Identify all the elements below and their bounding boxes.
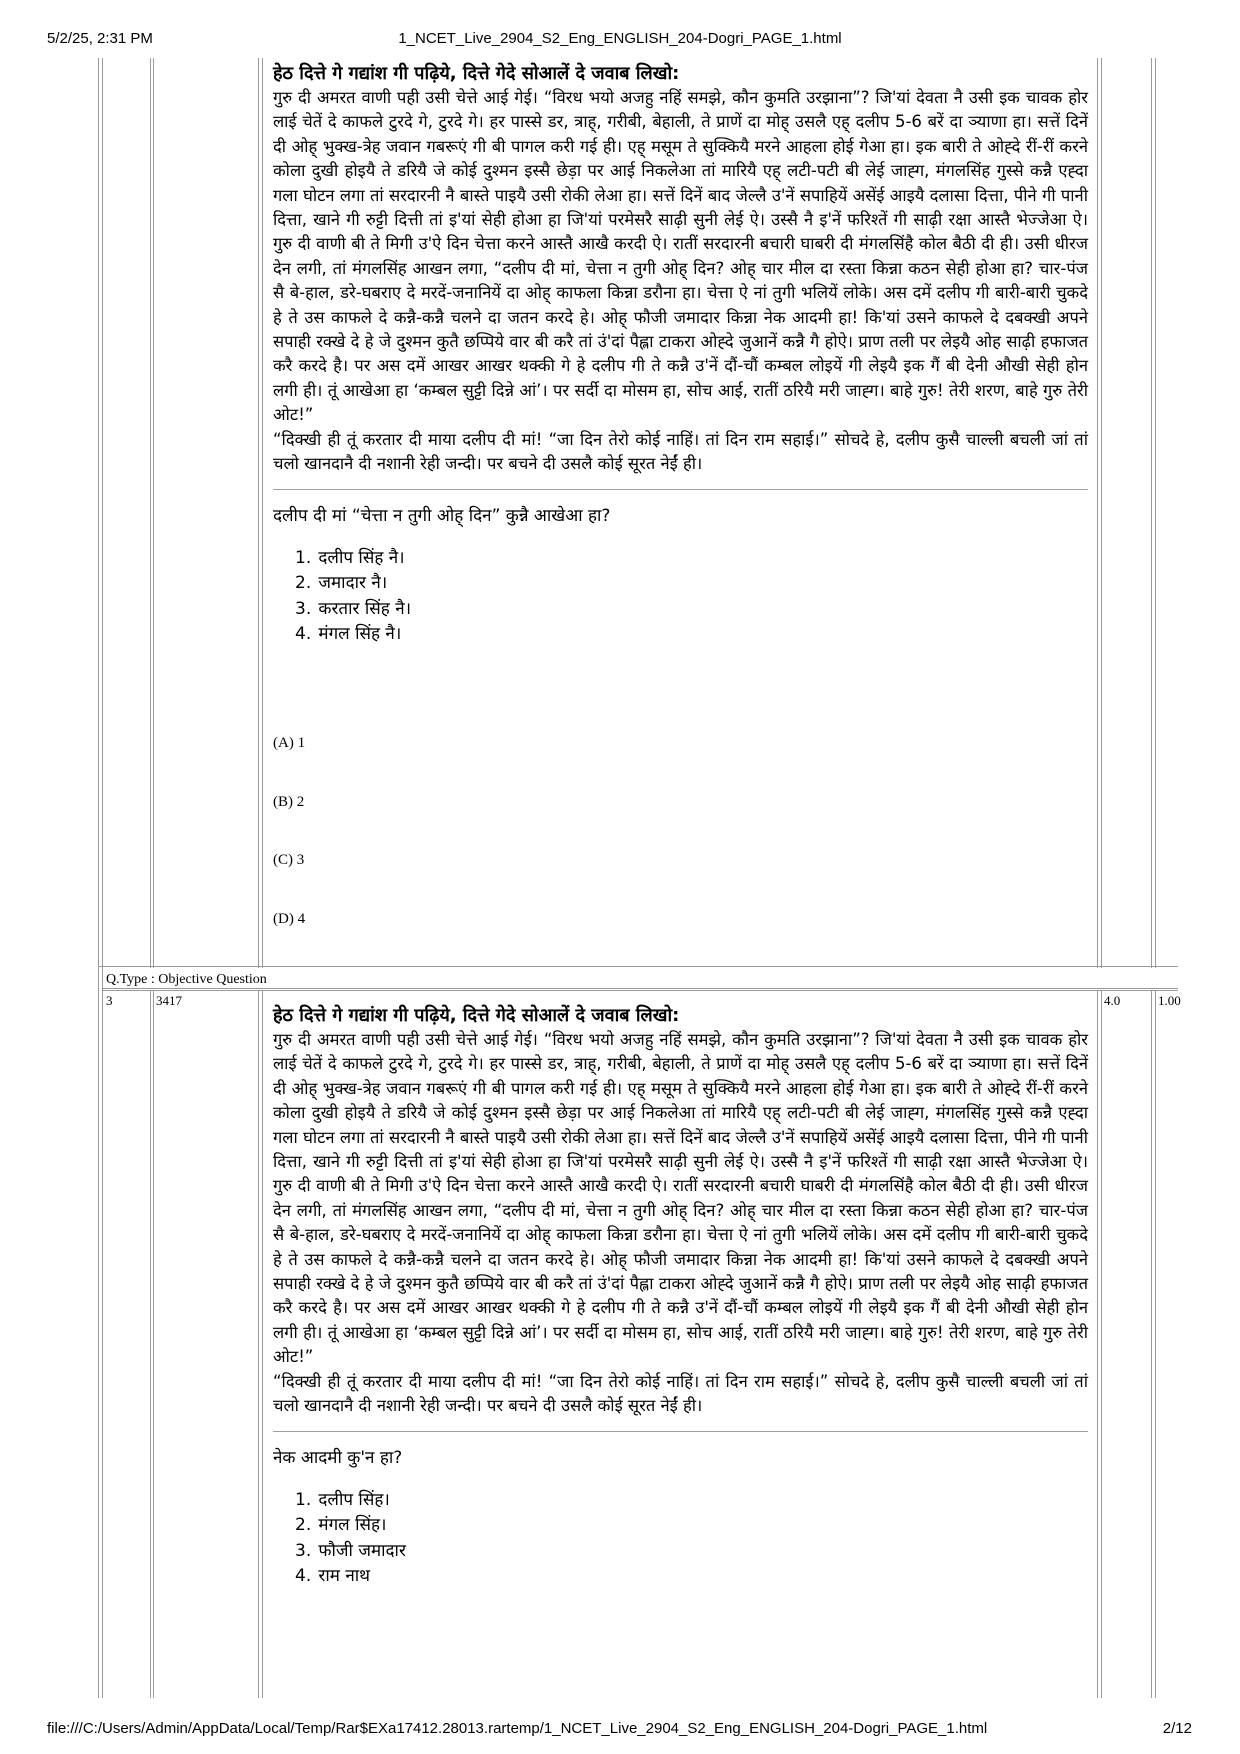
question-block-top: [273, 62, 1088, 648]
option-item: 2. जमादार नै।: [295, 573, 388, 593]
marks: 4.0: [1104, 993, 1121, 1008]
qtype-row-border: [102, 988, 1178, 989]
col-divider-neg-inner: [1155, 58, 1156, 968]
passage-text: [273, 1028, 1088, 1419]
option-item: 2. मंगल सिंह।: [295, 1515, 387, 1535]
answer-choice-b[interactable]: (B) 2: [273, 794, 305, 810]
col-divider-qid-inner: [153, 58, 154, 968]
option-item: 1. दलीप सिंह नै।: [295, 547, 405, 568]
answer-choice-c[interactable]: (C) 3: [273, 852, 305, 868]
question-id: 3417: [156, 993, 182, 1008]
question-type-label: Q.Type : Objective Question: [106, 972, 267, 987]
table-border-left-inner: [102, 58, 103, 1698]
passage-paragraph: “दिक्खी ही तूं करतार दी माया दलीप दी मां! “जा दिन तेरो कोई नाहिं। तां दिन राम सहाई।” सोचदे हे, दलीप कुसै चाल्ली बचली जां तां चलो खानदानै दी नशानी रेही जन्दी। पर बचने दी उसलै कोई सूरत नेईं ही।: [273, 1371, 1088, 1416]
divider: [273, 1431, 1088, 1432]
col-divider-marks-2: [1097, 990, 1098, 1698]
question-block-bottom: [273, 1004, 1088, 1590]
option-item: 4. मंगल सिंह नै।: [295, 624, 402, 644]
col-divider-neg-2: [1151, 990, 1152, 1698]
passage-instruction: हेठ दित्ते गे गद्यांश गी पढ़िये, दित्ते गेदे सोआलें दे जवाब लिखो:: [273, 1005, 680, 1026]
col-divider-neg: [1151, 58, 1152, 968]
col-divider-qid-2: [150, 990, 151, 1698]
option-list: [273, 1488, 1088, 1590]
option-item: 1. दलीप सिंह।: [295, 1489, 390, 1510]
print-page-number: 2/12: [1162, 1720, 1192, 1737]
answer-choice-a[interactable]: (A) 1: [273, 735, 306, 751]
question-text: नेक आदमी कु'न हा?: [273, 1447, 403, 1468]
negative-marks: 1.00: [1158, 993, 1181, 1008]
answer-choice-d[interactable]: (D) 4: [273, 911, 306, 927]
serial-number: 3: [106, 993, 113, 1008]
col-divider-qid: [150, 58, 151, 968]
passage-paragraph: गुरु दी अमरत वाणी पही उसी चेत्ते आई गेई। “विरध भयो अजहु नहिं समझे, कौन कुमति उरझाना”? जि'यां देवता नै उसी इक चावक होर लाई चेतें दे काफले टुरदे गे, टुरदे गे। हर पास्से डर, त्राह्, गरीबी, बेहाली, ते प्राणें दा मोह् उसलै एह् दलीप 5-6 बरें दा ञ्याणा हा। सत्तें दिनें दी ओह् भुक्ख-त्रेह जवान गबरूएं गी बी पागल करी गई ही। एह् मसूम ते सुक्कियै मरने आहला होई गेआ हा। इक बारी ते ओह्दे रीं-रीं करने कोला दुखी होइयै ते डरियै जे कोई दुश्मन इस्सै छेड़ा पर आई निकलेआ तां मारियै एह् लटी-पटी बी लेई जाह्ग, मंगलसिंह गुस्से कन्नै एह्दा गला घोटन लगा तां सरदारनी नै बास्ते पाइयै उसी रोकी लेआ हा। सत्तें दिनें बाद जेल्लै उ'नें सपाहियें असेंई आइयै दलासा दित्ता, पीने गी पानी दित्ता, खाने गी रुट्टी दित्ती तां इ'यां सेही होआ हा जि'यां परमेसरै साढ़ी सुनी लेई ऐ। उस्सै नै इ'नें फरिश्तें गी साढ़ी रक्षा आस्तै भेज्जेआ ऐ। गुरु दी वाणी बी ते मिगी उ'ऐ दिन चेत्ता करने आस्तै आखै करदी ऐ। रातीं सरदारनी बचारी घाबरी दी मंगलसिंहै कोल बैठी दी ही। उसी धीरज देन लगी, तां मंगलसिंह आखन लगा, “दलीप दी मां, चेत्ता न तुगी ओह् दिन? ओह् चार मील दा रस्ता किन्ना कठन सेही होआ हा? चार-पंज सै बे-हाल, डरे-घबराए दे मरदें-जनानियें दा ओह् काफला किन्ना डरौना हा। चेत्ता ऐ नां तुगी भलियें लोके। अस दमें दलीप गी बारी-बारी चुकदे हे ते उस काफले दे कन्नै-कन्नै चलने दा जतन करदे हे। ओह् फौजी जमादार किन्ना नेक आदमी हा! कि'यां उसने काफले दे दबक्खी अपने सपाही रक्खे दे हे जे दुश्मन कुतै छप्पिये वार बी करै तां उं'दां पैह्ला टाकरा ओह्दे जुआनें कन्नै गै होऐ। प्राण तली पर लेइयै ओह साढ़ी हफाजत करै करदे है। पर अस दमें आखर आखर थक्की गे हे दलीप गी ते कन्नै उ'नें दौं-चौं कम्बल लोइयें गी लेइयै इक गैं बी देनी औखी सेही होन लगी ही। तूं आखेआ हा ‘कम्बल सुट्टी दिन्ने आं’। पर सर्दी दा मोसम हा, सोच आई, रातीं ठरियै मरी जाह्ग। बाहे गुरु! तेरी शरण, बाहे गुरु तेरी ओट!”: [273, 1030, 1088, 1367]
col-divider-marks: [1097, 58, 1098, 968]
passage-instruction: हेठ दित्ते गे गद्यांश गी पढ़िये, दित्ते गेदे सोआलें दे जवाब लिखो:: [273, 63, 680, 84]
option-item: 3. फौजी जमादार: [295, 1540, 406, 1561]
print-datetime: 5/2/25, 2:31 PM: [47, 30, 153, 47]
question-text: दलीप दी मां “चेत्ता न तुगी ओह् दिन” कुन्नै आखेआ हा?: [273, 505, 611, 526]
option-list: [273, 546, 1088, 648]
print-title: 1_NCET_Live_2904_S2_Eng_ENGLISH_204-Dogri_PAGE_1.html: [398, 30, 842, 47]
row-border-top-2: [102, 990, 1178, 991]
option-item: 4. राम नाथ: [295, 1566, 371, 1586]
print-file-path: file:///C:/Users/Admin/AppData/Local/Temp/Rar$EXa17412.28013.rartemp/1_NCET_Live_2904_S2_Eng_ENGLISH_204-Dogri_PAGE_1.html: [47, 1720, 988, 1737]
divider: [273, 489, 1088, 490]
passage-paragraph: गुरु दी अमरत वाणी पही उसी चेत्ते आई गेई। “विरध भयो अजहु नहिं समझे, कौन कुमति उरझाना”? जि'यां देवता नै उसी इक चावक होर लाई चेतें दे काफले टुरदे गे, टुरदे गे। हर पास्से डर, त्राह्, गरीबी, बेहाली, ते प्राणें दा मोह् उसलै एह् दलीप 5-6 बरें दा ञ्याणा हा। सत्तें दिनें दी ओह् भुक्ख-त्रेह जवान गबरूएं गी बी पागल करी गई ही। एह् मसूम ते सुक्कियै मरने आहला होई गेआ हा। इक बारी ते ओह्दे रीं-रीं करने कोला दुखी होइयै ते डरियै जे कोई दुश्मन इस्सै छेड़ा पर आई निकलेआ तां मारियै एह् लटी-पटी बी लेई जाह्ग, मंगलसिंह गुस्से कन्नै एह्दा गला घोटन लगा तां सरदारनी नै बास्ते पाइयै उसी रोकी लेआ हा। सत्तें दिनें बाद जेल्लै उ'नें सपाहियें असेंई आइयै दलासा दित्ता, पीने गी पानी दित्ता, खाने गी रुट्टी दित्ती तां इ'यां सेही होआ हा जि'यां परमेसरै साढ़ी सुनी लेई ऐ। उस्सै नै इ'नें फरिश्तें गी साढ़ी रक्षा आस्तै भेज्जेआ ऐ। गुरु दी वाणी बी ते मिगी उ'ऐ दिन चेत्ता करने आस्तै आखै करदी ऐ। रातीं सरदारनी बचारी घाबरी दी मंगलसिंहै कोल बैठी दी ही। उसी धीरज देन लगी, तां मंगलसिंह आखन लगा, “दलीप दी मां, चेत्ता न तुगी ओह् दिन? ओह् चार मील दा रस्ता किन्ना कठन सेही होआ हा? चार-पंज सै बे-हाल, डरे-घबराए दे मरदें-जनानियें दा ओह् काफला किन्ना डरौना हा। चेत्ता ऐ नां तुगी भलियें लोके। अस दमें दलीप गी बारी-बारी चुकदे हे ते उस काफले दे कन्नै-कन्नै चलने दा जतन करदे हे। ओह् फौजी जमादार किन्ना नेक आदमी हा! कि'यां उसने काफले दे दबक्खी अपने सपाही रक्खे दे हे जे दुश्मन कुतै छप्पिये वार बी करै तां उं'दां पैह्ला टाकरा ओह्दे जुआनें कन्नै गै होऐ। प्राण तली पर लेइयै ओह साढ़ी हफाजत करै करदे है। पर अस दमें आखर आखर थक्की गे हे दलीप गी ते कन्नै उ'नें दौं-चौं कम्बल लोइयें गी लेइयै इक गैं बी देनी औखी सेही होन लगी ही। तूं आखेआ हा ‘कम्बल सुट्टी दिन्ने आं’। पर सर्दी दा मोसम हा, सोच आई, रातीं ठरियै मरी जाह्ग। बाहे गुरु! तेरी शरण, बाहे गुरु तेरी ओट!”: [273, 88, 1088, 425]
col-divider-qid-2-inner: [153, 990, 154, 1698]
table-border-left: [98, 58, 99, 1698]
row-border-bottom: [98, 966, 1178, 967]
option-item: 3. करतार सिंह नै।: [295, 598, 412, 619]
col-divider-neg-2-inner: [1155, 990, 1156, 1698]
col-divider-question-2-inner: [262, 990, 263, 1698]
col-divider-question: [258, 58, 259, 968]
col-divider-marks-2-inner: [1101, 990, 1102, 1698]
col-divider-marks-inner: [1101, 58, 1102, 968]
col-divider-question-2: [258, 990, 259, 1698]
passage-text: [273, 86, 1088, 477]
passage-paragraph: “दिक्खी ही तूं करतार दी माया दलीप दी मां! “जा दिन तेरो कोई नाहिं। तां दिन राम सहाई।” सोचदे हे, दलीप कुसै चाल्ली बचली जां तां चलो खानदानै दी नशानी रेही जन्दी। पर बचने दी उसलै कोई सूरत नेईं ही।: [273, 429, 1088, 474]
col-divider-question-inner: [262, 58, 263, 968]
